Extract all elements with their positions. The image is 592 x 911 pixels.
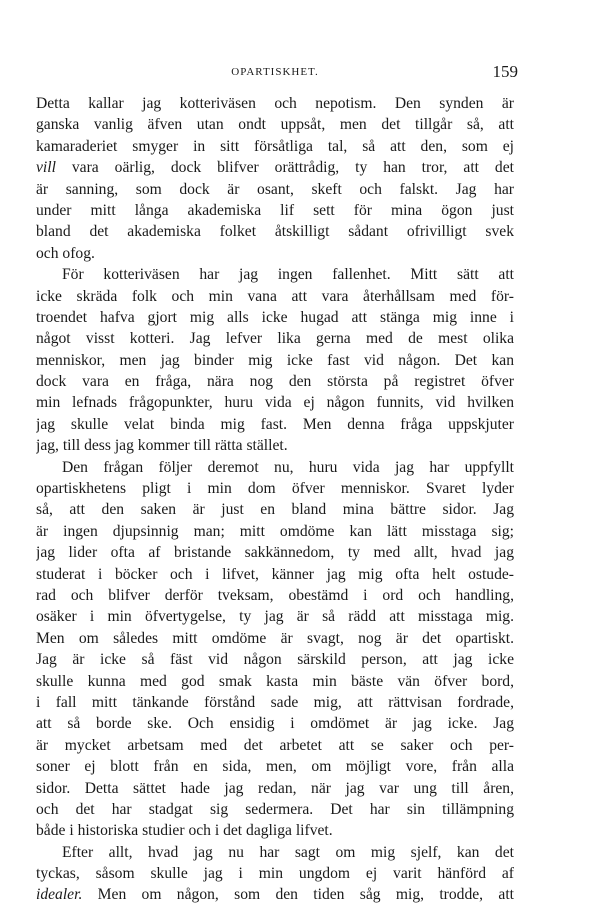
- text-line: [36, 435, 514, 456]
- line-text: icke skräda folk och min vana att vara återhållsam med för-: [36, 287, 514, 305]
- italic-word: idealer.: [36, 886, 83, 904]
- text-line: [36, 328, 514, 349]
- text-line: [36, 628, 514, 649]
- text-line: [36, 350, 514, 371]
- line-text: i fall mitt tänkande förstånd sade mig, att rättvisan fordrade,: [36, 693, 514, 711]
- text-line: [36, 521, 514, 542]
- line-text: tyckas, såsom skulle jag i min ungdom ej varit hänförd af: [36, 865, 514, 883]
- line-text: Men om någon, som den tiden såg mig, trodde, att: [82, 886, 514, 904]
- line-text: jag skulle velat binda mig fast. Men denna fråga uppskjuter: [36, 415, 514, 433]
- text-line: [36, 585, 514, 606]
- running-head: [36, 62, 518, 86]
- text-line: [36, 179, 514, 200]
- italic-word: vill: [36, 159, 56, 177]
- text-line: [36, 649, 514, 670]
- text-line: [36, 564, 514, 585]
- line-text: Jag är icke så fäst vid någon särskild person, att jag icke: [36, 651, 514, 669]
- line-text: menniskor, men jag binder mig icke fast vid någon. Det kan: [36, 351, 514, 369]
- text-line: [36, 414, 514, 435]
- line-text: vara oärlig, dock blifver orättrådig, ty han tror, att det: [55, 159, 514, 177]
- text-line: [36, 842, 514, 863]
- line-text: opartiskhetens pligt i min dom öfver menniskor. Svaret lyder: [36, 480, 514, 498]
- text-line: [36, 457, 514, 478]
- line-text: något visst kotteri. Jag lefver lika gerna med de mest olika: [36, 330, 514, 348]
- text-line: [36, 243, 514, 264]
- text-line: [36, 157, 514, 178]
- line-text: jag, till dess jag kommer till rätta stället.: [36, 437, 288, 455]
- line-text: och det har stadgat sig sedermera. Det har sin tillämpning: [36, 800, 514, 818]
- line-text: så, att den saken är just en bland mina bättre sidor. Jag: [36, 501, 514, 519]
- line-text: Men om således mitt omdöme är svagt, nog är det opartiskt.: [36, 629, 514, 647]
- text-line: [36, 542, 514, 563]
- text-line: [36, 606, 514, 627]
- text-line: [36, 799, 514, 820]
- text-line: [36, 478, 514, 499]
- text-line: [36, 756, 514, 777]
- line-text: Efter allt, hvad jag nu har sagt om mig sjelf, kan det: [62, 843, 514, 861]
- text-line: [36, 735, 514, 756]
- line-text: dock vara en fråga, nära nog den största på registret öfver: [36, 373, 514, 391]
- line-text: sidor. Detta sättet hade jag redan, när jag var ung till åren,: [36, 779, 514, 797]
- running-title: OPARTISKHET.: [231, 66, 319, 78]
- page-number: 159: [492, 62, 518, 81]
- line-text: troendet hafva gjort mig alls icke hugad att stänga mig inne i: [36, 308, 514, 326]
- line-text: För kotteriväsen har jag ingen fallenhet. Mitt sätt att: [62, 266, 514, 284]
- text-line: [36, 286, 514, 307]
- line-text: osäker i min öfvertygelse, ty jag är så rädd att misstaga mig.: [36, 608, 514, 626]
- text-line: [36, 264, 514, 285]
- line-text: Den frågan följer deremot nu, huru vida jag har uppfyllt: [62, 458, 514, 476]
- line-text: under mitt långa akademiska lif sett för mina ögon just: [36, 201, 514, 219]
- line-text: att så borde ske. Och ensidig i omdömet är jag icke. Jag: [36, 715, 514, 733]
- text-line: [36, 499, 514, 520]
- line-text: är ingen djupsinnig man; mitt omdöme kan lätt misstaga sig;: [36, 522, 514, 540]
- text-line: [36, 692, 514, 713]
- text-line: [36, 307, 514, 328]
- line-text: är mycket arbetsam med det arbetet att se saker och per-: [36, 736, 514, 754]
- line-text: bland det akademiska folket åtskilligt sådant ofrivilligt svek: [36, 223, 514, 241]
- line-text: studerat i böcker och i lifvet, känner jag mig ofta helt ostude-: [36, 565, 514, 583]
- text-line: [36, 820, 514, 841]
- text-line: [36, 671, 514, 692]
- line-text: ganska vanlig äfven utan ondt uppsåt, men det tillgår så, att: [36, 116, 514, 134]
- text-line: [36, 114, 514, 135]
- line-text: rad och blifver derför tveksam, obestämd i ord och handling,: [36, 586, 514, 604]
- text-line: [36, 392, 514, 413]
- text-line: [36, 371, 514, 392]
- text-line: [36, 713, 514, 734]
- line-text: är sanning, som dock är osant, skeft och falskt. Jag har: [36, 180, 514, 198]
- line-text: både i historiska studier och i det dagliga lifvet.: [36, 822, 333, 840]
- text-line: [36, 136, 514, 157]
- line-text: Detta kallar jag kotteriväsen och nepotism. Den synden är: [36, 95, 514, 112]
- line-text: och ofog.: [36, 244, 95, 262]
- line-text: soner ej blott från en sida, men, om möjligt vore, från alla: [36, 758, 514, 776]
- line-text: min lefnads frågopunkter, huru vida ej någon funnits, vid hvilken: [36, 394, 514, 412]
- line-text: skulle kunna med god smak kasta min bäste vän öfver bord,: [36, 672, 514, 690]
- text-line: [36, 778, 514, 799]
- text-line: [36, 221, 514, 242]
- body-text: [36, 93, 514, 906]
- line-text: jag lider ofta af bristande sakkännedom, ty med allt, hvad jag: [36, 544, 514, 562]
- text-line: [36, 884, 514, 905]
- text-line: [36, 863, 514, 884]
- text-line: [36, 200, 514, 221]
- text-line: [36, 93, 514, 114]
- line-text: kamaraderiet smyger in sitt försåtliga tal, så att den, som ej: [36, 137, 514, 155]
